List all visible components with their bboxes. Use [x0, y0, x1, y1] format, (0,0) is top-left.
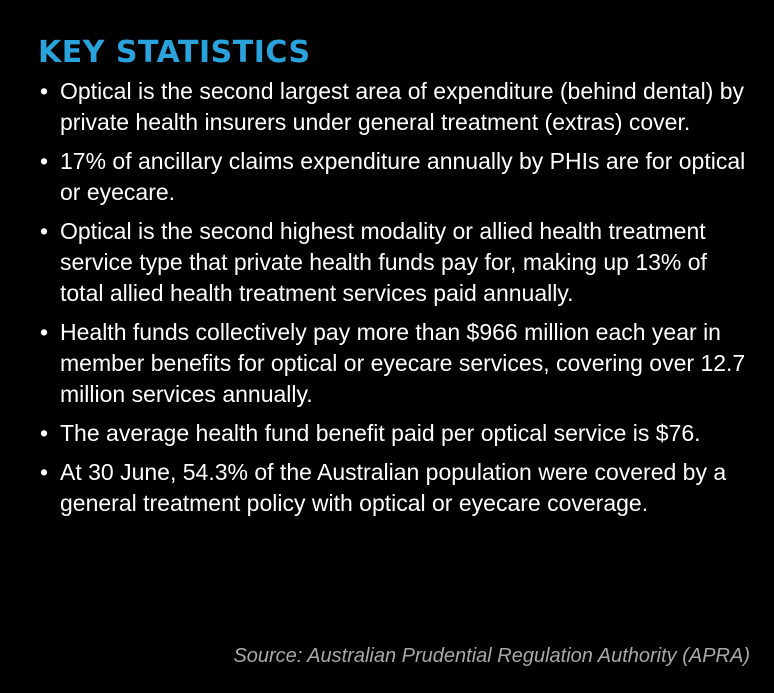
bullet-icon: •: [40, 459, 49, 485]
statistic-text: At 30 June, 54.3% of the Australian population were covered by a general treatment policy with optical or eyecare coverage.: [60, 459, 727, 516]
list-item: [38, 76, 750, 138]
list-item: [38, 317, 750, 410]
bullet-icon: •: [40, 319, 49, 345]
statistic-text: Health funds collectively pay more than $966 million each year in member benefits for optical or eyecare services, covering over 12.7 million services annually.: [60, 319, 746, 407]
list-item: [38, 457, 750, 519]
statistic-text: Optical is the second highest modality or allied health treatment service type that private health funds pay for, making up 13% of total allied health treatment services paid annually.: [60, 218, 707, 306]
source-citation: Source: Australian Prudential Regulation Authority (APRA): [233, 645, 750, 667]
statistics-list: [38, 76, 750, 519]
list-item: [38, 418, 750, 449]
statistic-text: 17% of ancillary claims expenditure annually by PHIs are for optical or eyecare.: [60, 148, 746, 205]
list-item: [38, 216, 750, 309]
bullet-icon: •: [40, 218, 49, 244]
bullet-icon: •: [40, 148, 49, 174]
page-title: KEY STATISTICS: [38, 35, 311, 70]
statistic-text: Optical is the second largest area of expenditure (behind dental) by private health insurers under general treatment (extras) cover.: [60, 78, 745, 135]
bullet-icon: •: [40, 78, 49, 104]
statistic-text: The average health fund benefit paid per optical service is $76.: [60, 420, 701, 446]
list-item: [38, 146, 750, 208]
bullet-icon: •: [40, 420, 49, 446]
